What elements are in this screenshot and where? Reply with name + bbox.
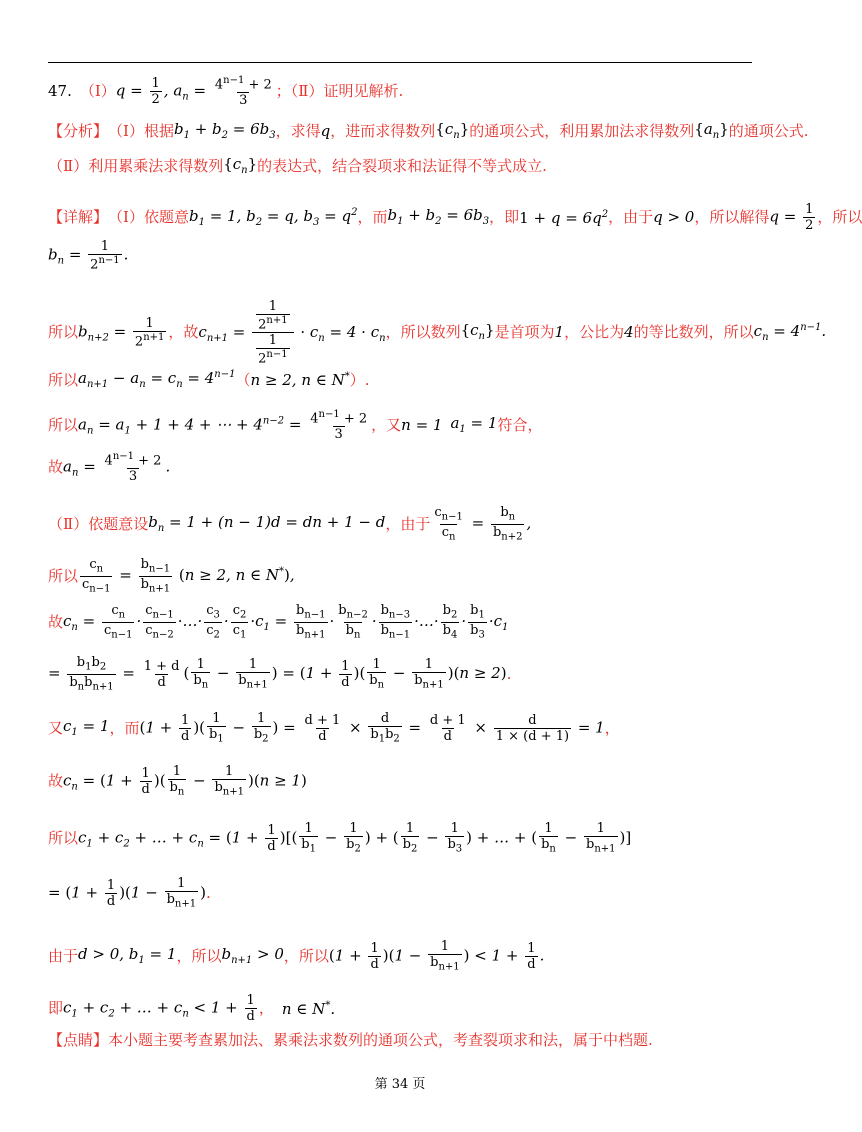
- analysis-text: 的表达式，结合裂项求和法证得不等式成立.: [257, 157, 547, 175]
- detail-line-4: [48, 370, 370, 390]
- detail-text: ，而: [357, 208, 388, 226]
- detail-line-9: [48, 604, 508, 640]
- detail-text: 故: [48, 612, 64, 631]
- detail-formula: $a_1 = 1$: [450, 414, 498, 436]
- part2-marker: ；（Ⅱ）: [275, 82, 324, 101]
- detail-line-8: [48, 558, 295, 594]
- page-footer: 第 34 页: [374, 1077, 426, 1092]
- detail-formula: $\frac{c_n}{c_{n-1}}$ = $\frac{b_{n-1}}{b_{n+1}}$ (n ≥ 2, n ∈ N*),: [82, 557, 295, 595]
- analysis-tag: 【分析】: [48, 122, 109, 140]
- detail-line-1: [48, 203, 862, 232]
- detail-formula: $\frac{c_{n-1}}{c_n}$ = $\frac{b_n}{b_{n+2}}$ ,: [434, 505, 532, 543]
- detail-text: ，由于: [608, 208, 654, 226]
- detail-text: 由于: [48, 946, 79, 965]
- detail-line-12: [48, 765, 307, 798]
- detail-text: （: [235, 370, 251, 389]
- detail-text: ，所以: [176, 946, 222, 965]
- detail-formula: (1 + $\frac{1}{d}$ )(1 − $\frac{1}{b_{n+1}}$ ) < 1 + $\frac{1}{d}$ .: [328, 939, 545, 973]
- analysis-text: ，进而求得数列: [330, 122, 436, 140]
- detail-text: ，故: [168, 323, 199, 342]
- detail-text: （Ⅰ）依题意: [108, 208, 189, 226]
- answer-formula-1: q = $\frac{1}{2}$ , $a_n$ = $\frac{4^{n-1} + 2}{3}$: [115, 75, 272, 109]
- analysis-text: ，求得: [275, 122, 321, 140]
- detail-text: 所以: [48, 370, 79, 389]
- detail-formula: $c_n$ = $\frac{c_n}{c_{n-1}}$ · $\frac{c_{n-1}}{c_{n-2}}$ ·…· $\frac{c_3}{c_2}$ · $\frac{c_2}{c_1}$ $\cdot c_1$ = $\frac{b_{n-1}}{b_{n+1}}$ · $\frac{b_{n-2}}{b_n}$ · $\frac{b_{n-3}}{b_{n-1}}$ ·…· $\frac{b_2}{b_4}$ · $\frac{b_1}{b_3}$ $\cdot c_1$: [63, 603, 509, 641]
- analysis-an: $\{a_n\}$: [694, 120, 729, 141]
- detail-text: （Ⅱ）依题意设: [48, 514, 149, 533]
- detail-text: ，所以: [817, 208, 862, 226]
- detail-text: ）.: [349, 370, 370, 389]
- part2-text: 证明见解析.: [323, 82, 404, 101]
- detail-text: 故: [48, 771, 64, 790]
- analysis-line-2: [48, 157, 547, 176]
- detail-formula: $b_1 + b_2 = 6b_3$: [387, 206, 490, 227]
- detail-line-16: 即 $c_1 + c_2$ + … + $c_n < 1$ + $\frac{1}{d}$ ， n ∈ N*.: [48, 993, 336, 1024]
- detail-line-15: [48, 940, 544, 973]
- analysis-line-1: [48, 122, 809, 141]
- detail-formula: q > 0: [653, 208, 695, 226]
- comment-text: 本小题主要考查累加法、累乘法求数列的通项公式，考查裂项求和法，属于中档题.: [108, 1031, 653, 1049]
- detail-formula: = (1 + $\frac{1}{d}$ )(1 − $\frac{1}{b_{n+1}}$ ): [48, 876, 206, 910]
- detail-text: 所以: [48, 323, 79, 342]
- detail-text: ，由于: [385, 514, 431, 533]
- analysis-text: 的通项公式.: [728, 122, 809, 140]
- detail-formula: $b_{n+2}$ = $\frac{1}{2^{n+1}}$: [78, 316, 165, 350]
- detail-text: 所以: [48, 566, 79, 585]
- detail-text: 符合，: [497, 416, 543, 435]
- detail-formula: $c_n = 4^{n-1}$.: [753, 321, 827, 343]
- analysis-text: 的通项公式，利用累加法求得数列: [469, 122, 695, 140]
- analysis-cn: $\{c_n\}$: [435, 120, 470, 141]
- answer-line: [48, 76, 403, 107]
- detail-formula: $b_n$ = $\frac{1}{2^{n-1}}$ .: [48, 239, 129, 273]
- detail-formula: (1 + $\frac{1}{d}$ )( $\frac{1}{b_1}$ − $\frac{1}{b_2}$ ) = $\frac{d + 1}{d}$ × $\frac{d}{b_1b_2}$ = $\frac{d + 1}{d}$ × $\frac{d}{1 \times (d + 1)}$ = 1: [139, 711, 605, 745]
- detail-line-7: [48, 506, 531, 542]
- detail-formula: $\{c_n\}$: [460, 321, 495, 343]
- detail-formula: = $\frac{b_1b_2}{b_nb_{n+1}}$ = $\frac{1 + d}{d}$ ( $\frac{1}{b_n}$ − $\frac{1}{b_{n+1}}$ ) = (1 + $\frac{1}{d}$ )( $\frac{1}{b_n}$ − $\frac{1}{b_{n+1}}$ )(n ≥ 2): [48, 655, 507, 693]
- analysis-text: （Ⅰ）根据: [108, 122, 174, 140]
- detail-line-5: [48, 410, 542, 441]
- detail-text: ，又: [371, 416, 402, 435]
- analysis-text: （Ⅱ）利用累乘法求得数列: [48, 157, 224, 175]
- common-ratio: 4: [624, 323, 634, 342]
- detail-text: 的等比数列，所以: [633, 323, 754, 342]
- detail-formula: q = $\frac{1}{2}$: [769, 202, 814, 233]
- detail-text: ，而: [109, 718, 140, 737]
- detail-text: 所以: [48, 416, 79, 435]
- detail-formula: $1 + q = 6q^2$: [519, 208, 609, 227]
- detail-text: ，所以数列: [385, 323, 461, 342]
- detail-line-11: 又 $c_1 = 1$ ，而 (1 + $\frac{1}{d}$ )( $\frac{1}{b_1}$ − $\frac{1}{b_2}$ ) = $\frac{d + 1}{d}$ × $\frac{d}{b_1b_2}$ = $\frac{d + 1}{d}$ × $\frac{d}{1 \times (d + 1)}$ = 1 ，: [48, 711, 620, 745]
- analysis-formula-1: $b_1 + b_2 = 6b_3$: [173, 120, 276, 141]
- detail-formula: $a_{n+1} - a_n = c_n = 4^{n-1}$: [78, 369, 236, 390]
- detail-line-2: [48, 240, 128, 271]
- detail-line-14: = (1 + $\frac{1}{d}$ )(1 − $\frac{1}{b_{n+1}}$ ) .: [48, 876, 211, 910]
- problem-number: 47.: [48, 82, 72, 101]
- detail-tag: 【详解】: [48, 208, 109, 226]
- first-term: 1: [554, 323, 565, 342]
- detail-text: ，所以: [283, 946, 329, 965]
- detail-text: 所以: [48, 828, 79, 847]
- detail-formula: d > 0, $b_1 = 1$: [78, 944, 177, 966]
- detail-formula: n = 1: [401, 416, 443, 435]
- detail-formula: $a_n = a_1 + 1 + 4$ + ⋯ + $4^{n-2}$ = $\frac{4^{n-1} + 2}{3}$: [78, 409, 368, 443]
- detail-formula: $b_1 = 1$, $b_2 = q$, $b_3 = q^2$: [188, 206, 358, 228]
- detail-formula: $c_{n+1}$ = $\frac{\frac{1}{2^{n+1}}}{\frac{1}{2^{n-1}}}$ · $c_n = 4 \cdot c_n$: [198, 299, 386, 367]
- analysis-cn-2: $\{c_n\}$: [223, 155, 258, 176]
- detail-formula: $c_1 + c_2$ + … + $c_n = (1$ + $\frac{1}{d}$ )[( $\frac{1}{b_1}$ − $\frac{1}{b_2}$ ) + ( $\frac{1}{b_2}$ − $\frac{1}{b_3}$ ) + … + ( $\frac{1}{b_n}$ − $\frac{1}{b_{n+1}}$ )]: [78, 821, 632, 855]
- comment-tag: 【点睛】: [48, 1031, 109, 1049]
- detail-line-3: [48, 300, 826, 366]
- detail-formula: $a_n$ = $\frac{4^{n-1} + 2}{3}$ .: [63, 451, 171, 485]
- detail-formula: $c_1 + c_2$ + … + $c_n < 1$ + $\frac{1}{d}$: [63, 993, 255, 1024]
- detail-text: ，所以解得: [694, 208, 770, 226]
- comment-line: [48, 1033, 653, 1048]
- detail-formula: $c_n = (1$ + $\frac{1}{d}$ )( $\frac{1}{b_n}$ − $\frac{1}{b_{n+1}}$ )(n ≥ 1): [63, 764, 307, 798]
- detail-formula: $b_n = 1 + (n - 1)d$ = dn + 1 − d: [148, 512, 386, 534]
- detail-formula: n ≥ 2, n ∈ N*: [250, 371, 350, 389]
- analysis-q: q: [320, 122, 331, 140]
- detail-text: 又: [48, 718, 64, 737]
- detail-text: ，即: [489, 208, 520, 226]
- detail-text: 故: [48, 458, 64, 477]
- detail-formula: $c_1 = 1$: [63, 716, 110, 738]
- header-rule: [48, 62, 752, 63]
- detail-text: 即: [48, 999, 64, 1017]
- detail-line-6: [48, 452, 170, 483]
- detail-text: 是首项为: [494, 323, 555, 342]
- detail-formula: n ∈ N*.: [281, 999, 336, 1018]
- part1-marker: （Ⅰ）: [79, 82, 116, 101]
- detail-line-13: [48, 822, 631, 855]
- detail-formula: $b_{n+1} > 0$: [221, 944, 284, 966]
- detail-text: ，公比为: [564, 323, 625, 342]
- detail-line-10: = $\frac{b_1b_2}{b_nb_{n+1}}$ = $\frac{1 + d}{d}$ ( $\frac{1}{b_n}$ − $\frac{1}{b_{n+1}}$ ) = (1 + $\frac{1}{d}$ )( $\frac{1}{b_n}$ − $\frac{1}{b_{n+1}}$ )(n ≥ 2) .: [48, 655, 512, 693]
